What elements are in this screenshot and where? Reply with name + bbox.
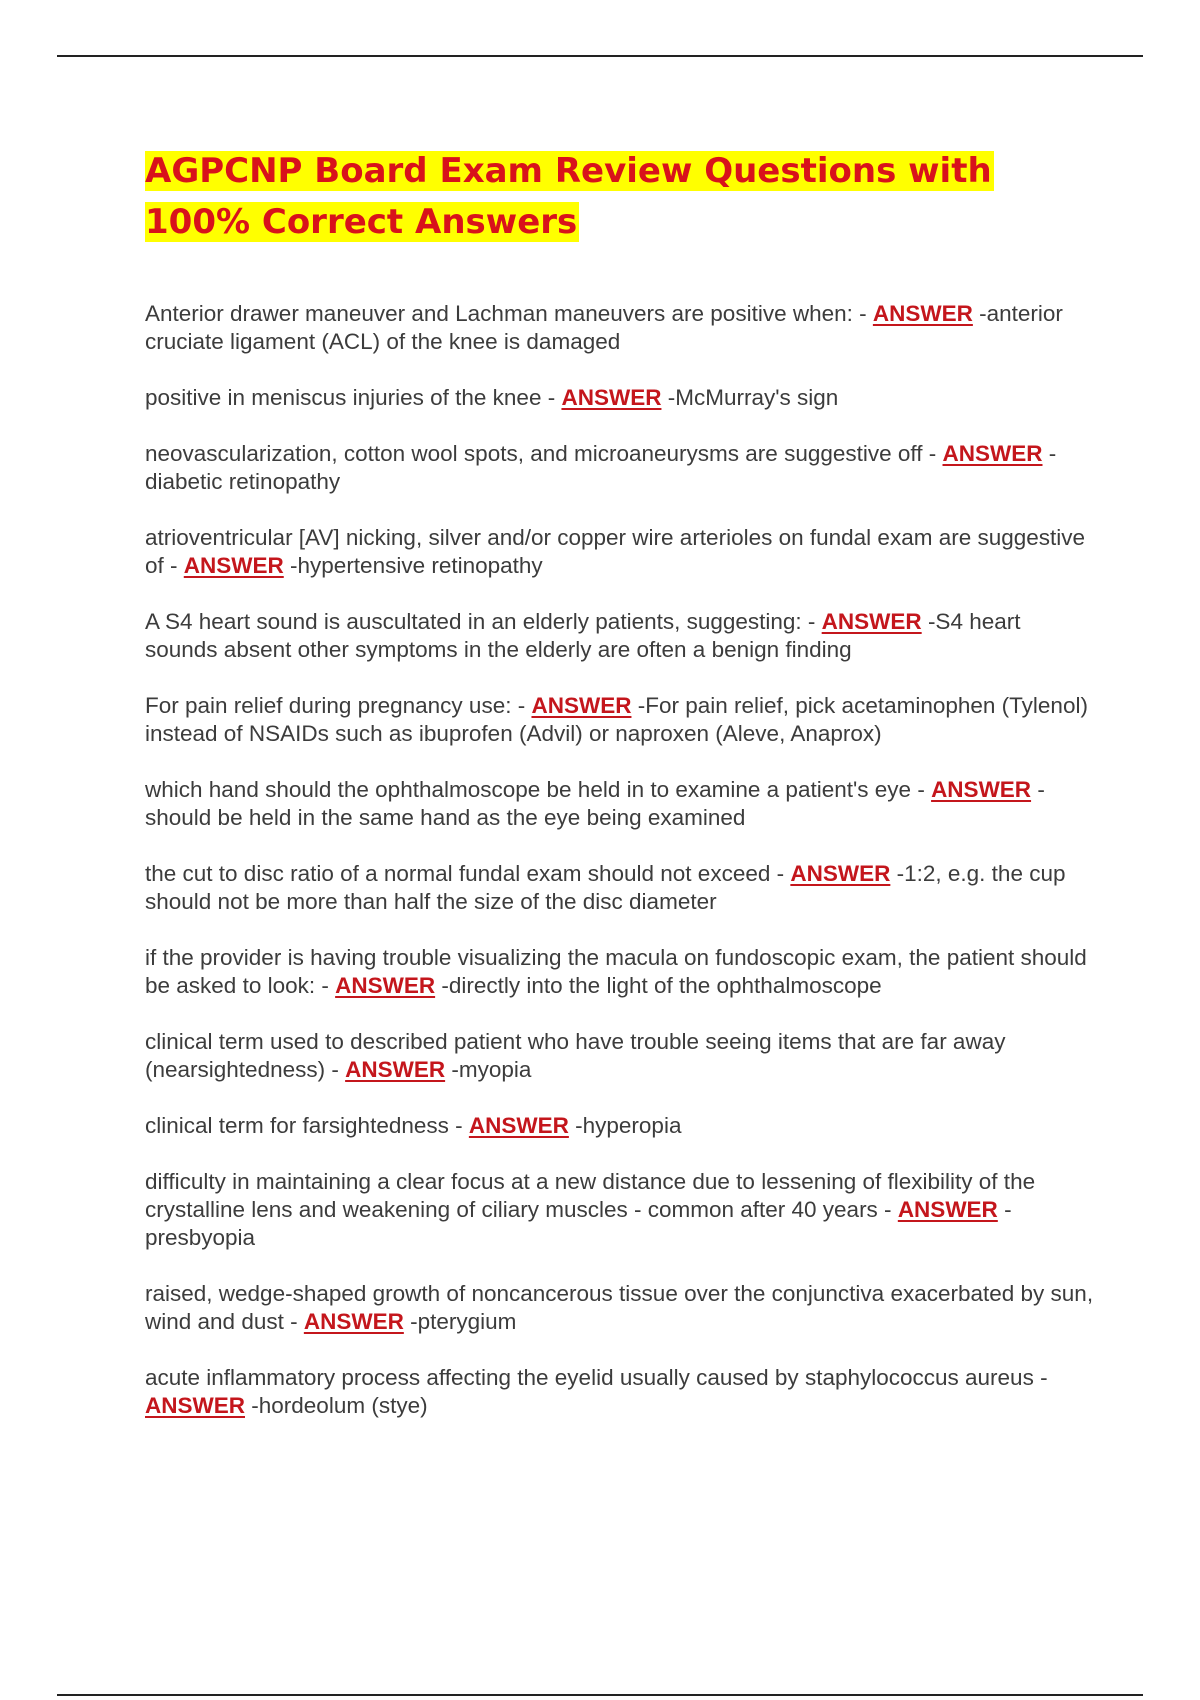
answer-text: -S4 heart sounds absent other symptoms in the elderly are often a benign finding (145, 609, 1021, 662)
answer-label: ANSWER (531, 693, 632, 718)
answer-label: ANSWER (897, 1197, 998, 1222)
answer-label: ANSWER (145, 1393, 245, 1418)
answer-text: -should be held in the same hand as the eye being examined (145, 777, 1045, 830)
question-text: if the provider is having trouble visualizing the macula on fundoscopic exam, the patient should be asked to look: - (145, 945, 1087, 998)
qa-item (145, 1112, 1095, 1140)
qa-list (145, 300, 1095, 1420)
top-divider (57, 55, 1143, 57)
answer-text: -hordeolum (stye) (251, 1393, 428, 1418)
title-highlight: AGPCNP Board Exam Review Questions with 100% Correct Answers (145, 151, 992, 242)
answer-text: -hyperopia (575, 1113, 682, 1138)
answer-text: -presbyopia (145, 1197, 1012, 1250)
answer-label: ANSWER (183, 553, 284, 578)
qa-item (145, 1364, 1095, 1420)
qa-item (145, 692, 1095, 748)
answer-label: ANSWER (345, 1057, 446, 1082)
answer-text: -directly into the light of the ophthalmoscope (441, 973, 882, 998)
qa-item (145, 384, 1095, 412)
answer-label: ANSWER (335, 973, 436, 998)
answer-text: -McMurray's sign (667, 385, 839, 410)
answer-label: ANSWER (821, 609, 922, 634)
answer-label: ANSWER (872, 301, 973, 326)
qa-item (145, 524, 1095, 580)
qa-item (145, 608, 1095, 664)
answer-text: -pterygium (410, 1309, 517, 1334)
question-text: clinical term used to described patient who have trouble seeing items that are far away (nearsightedness) - (145, 1029, 1006, 1082)
question-text: A S4 heart sound is auscultated in an elderly patients, suggesting: - (145, 609, 822, 634)
answer-label: ANSWER (942, 441, 1043, 466)
question-text: difficulty in maintaining a clear focus at a new distance due to lessening of flexibility of the crystalline lens and weakening of ciliary muscles - common after 40 years - (145, 1169, 1036, 1222)
answer-text: -myopia (451, 1057, 532, 1082)
answer-text: -diabetic retinopathy (145, 441, 1057, 494)
answer-text: -hypertensive retinopathy (290, 553, 543, 578)
question-text: raised, wedge-shaped growth of noncancerous tissue over the conjunctiva exacerbated by sun, wind and dust - (145, 1281, 1094, 1334)
answer-text: -anterior cruciate ligament (ACL) of the knee is damaged (145, 301, 1063, 354)
question-text: positive in meniscus injuries of the knee - (145, 385, 562, 410)
question-text: Anterior drawer maneuver and Lachman maneuvers are positive when: - (145, 301, 873, 326)
document-body (145, 146, 1095, 1448)
question-text: For pain relief during pregnancy use: - (145, 693, 532, 718)
question-text: which hand should the ophthalmoscope be held in to examine a patient's eye - (145, 777, 932, 802)
answer-text: -1:2, e.g. the cup should not be more than half the size of the disc diameter (145, 861, 1066, 914)
answer-text: -For pain relief, pick acetaminophen (Tylenol) instead of NSAIDs such as ibuprofen (Advil) or naproxen (Aleve, Anaprox) (145, 693, 1088, 746)
qa-item (145, 1280, 1095, 1336)
question-text: clinical term for farsightedness - (145, 1113, 469, 1138)
qa-item (145, 1028, 1095, 1084)
bottom-divider (57, 1694, 1143, 1696)
answer-label: ANSWER (931, 777, 1032, 802)
answer-label: ANSWER (790, 861, 891, 886)
question-text: neovascularization, cotton wool spots, and microaneurysms are suggestive off - (145, 441, 943, 466)
qa-item (145, 860, 1095, 916)
answer-label: ANSWER (303, 1309, 404, 1334)
document-title (145, 146, 1025, 248)
qa-item (145, 300, 1095, 356)
question-text: atrioventricular [AV] nicking, silver and/or copper wire arterioles on fundal exam are suggestive of - (145, 525, 1086, 578)
answer-label: ANSWER (561, 385, 662, 410)
question-text: the cut to disc ratio of a normal fundal exam should not exceed - (145, 861, 791, 886)
qa-item (145, 440, 1095, 496)
question-text: acute inflammatory process affecting the eyelid usually caused by staphylococcus aureus - (145, 1365, 1048, 1390)
qa-item (145, 944, 1095, 1000)
answer-label: ANSWER (468, 1113, 569, 1138)
qa-item (145, 776, 1095, 832)
qa-item (145, 1168, 1095, 1252)
